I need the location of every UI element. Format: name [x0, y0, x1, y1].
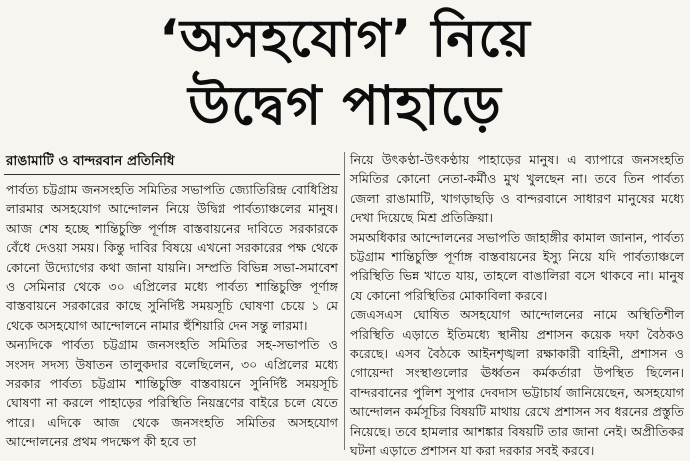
- left-paragraph-2: অন্যদিকে পার্বত্য চট্টগ্রাম জনসংহতি সমিতির সহ-সভাপতি ও সংসদ সদস্য উষাতন তালুকদার বলেছিলেন, ৩০ এপ্রিলের মধ্যে সরকার পার্বত্য চট্টগ্রাম শান্তিচুক্তি বাস্তবায়নে সুনির্দিষ্ট সময়সূচি ঘোষণা না করলে পাহাড়ের পরিস্থিতি নিয়ন্ত্রণের বাইরে চলে যেতে পারে। এদিকে আজ থেকে জনসংহতি সমিতির অসহযোগ আন্দোলনের প্রথম পদক্ষেপ কী হবে তা: [6, 337, 338, 450]
- right-paragraph-1: নিয়ে উৎকণ্ঠা-উৎকণ্ঠায় পাহাড়ের মানুষ। এ ব্যাপারে জনসংহতি সমিতির কোনো নেতা-কর্মীও মুখ খুলছেন না। তবে তিন পার্বত্য জেলা রাঙামাটি, খাগড়াছড়ি ও বান্দরবানে সাধারণ মানুষের মধ্যে দেখা দিয়েছে মিশ্র প্রতিক্রিয়া।: [350, 152, 684, 226]
- left-paragraph-1: পার্বত্য চট্টগ্রাম জনসংহতি সমিতির সভাপতি জ্যোতিরিন্দ্র বোধিপ্রিয় লারমার অসহযোগ আন্দোলন নিয়ে উদ্বিগ্ন পার্বত্যাঞ্চলের মানুষ। আজ শেষ হচ্ছে শান্তিচুক্তি পূর্ণাঙ্গ বাস্তবায়নের দাবিতে সরকারকে বেঁধে দেওয়া সময়। কিন্তু দাবির বিষয়ে এখনো সরকারের পক্ষ থেকে কোনো উদ্যোগের কথা জানা যায়নি। সম্প্রতি বিভিন্ন সভা-সমাবেশ ও সেমিনার থেকে ৩০ এপ্রিলের মধ্যে পার্বত্য শান্তিচুক্তি পূর্ণাঙ্গ বাস্তবায়নে সরকারের কাছে সুনির্দিষ্ট সময়সূচি ঘোষণা চেয়ে ১ মে থেকে অসহযোগ আন্দোলনে নামার হুঁশিয়ারি দেন সন্তু লারমা।: [6, 182, 338, 333]
- article-column-left: [6, 180, 338, 450]
- headline-line-1: ‘অসহযোগ’ নিয়ে: [159, 9, 531, 69]
- right-paragraph-3: জেএসএস ঘোষিত অসহযোগ আন্দোলনের নামে অস্থিতিশীল পরিস্থিতি এড়াতে ইতিমধ্যে স্থানীয় প্রশাসন কয়েক দফা বৈঠকও করেছে। এসব বৈঠকে আইনশৃঙ্খলা রক্ষাকারী বাহিনী, প্রশাসন ও গোয়েন্দা সংস্থাগুলোর ঊর্ধ্বতন কর্মকর্তারা উপস্থিত ছিলেন। বান্দরবানের পুলিশ সুপার দেবদাস ভট্টাচার্য জানিয়েছেন, অসহযোগ আন্দোলন কর্মসূচির বিষয়টি মাথায় রেখে প্রশাসন সব ধরনের প্রস্তুতি নিয়েছে। তবে হামলার আশঙ্কার বিষয়টি তার জানা নেই। অপ্রীতিকর ঘটনা এড়াতে প্রশাসন যা করা দরকার সবই করবে।: [350, 307, 684, 459]
- article-column-right: [350, 150, 684, 459]
- right-paragraph-2: সমঅধিকার আন্দোলনের সভাপতি জাহাঙ্গীর কামাল জানান, পার্বত্য চট্টগ্রাম শান্তিচুক্তি পূর্ণাঙ্গ বাস্তবায়নের ইস্যু নিয়ে যদি পার্বত্যাঞ্চলে পরিস্থিতি ভিন্ন খাতে যায়, তাহলে বাঙালিরা বসে থাকবে না। মানুষ যে কোনো পরিস্থিতির মোকাবিলা করবে।: [350, 229, 684, 303]
- headline-line-2: উদ্বেগ পাহাড়ে: [188, 74, 502, 137]
- column-divider: [344, 152, 345, 450]
- byline: রাঙামাটি ও বান্দরবান প্রতিনিধি: [6, 153, 175, 169]
- byline-divider: [4, 174, 340, 175]
- headline: [0, 6, 690, 140]
